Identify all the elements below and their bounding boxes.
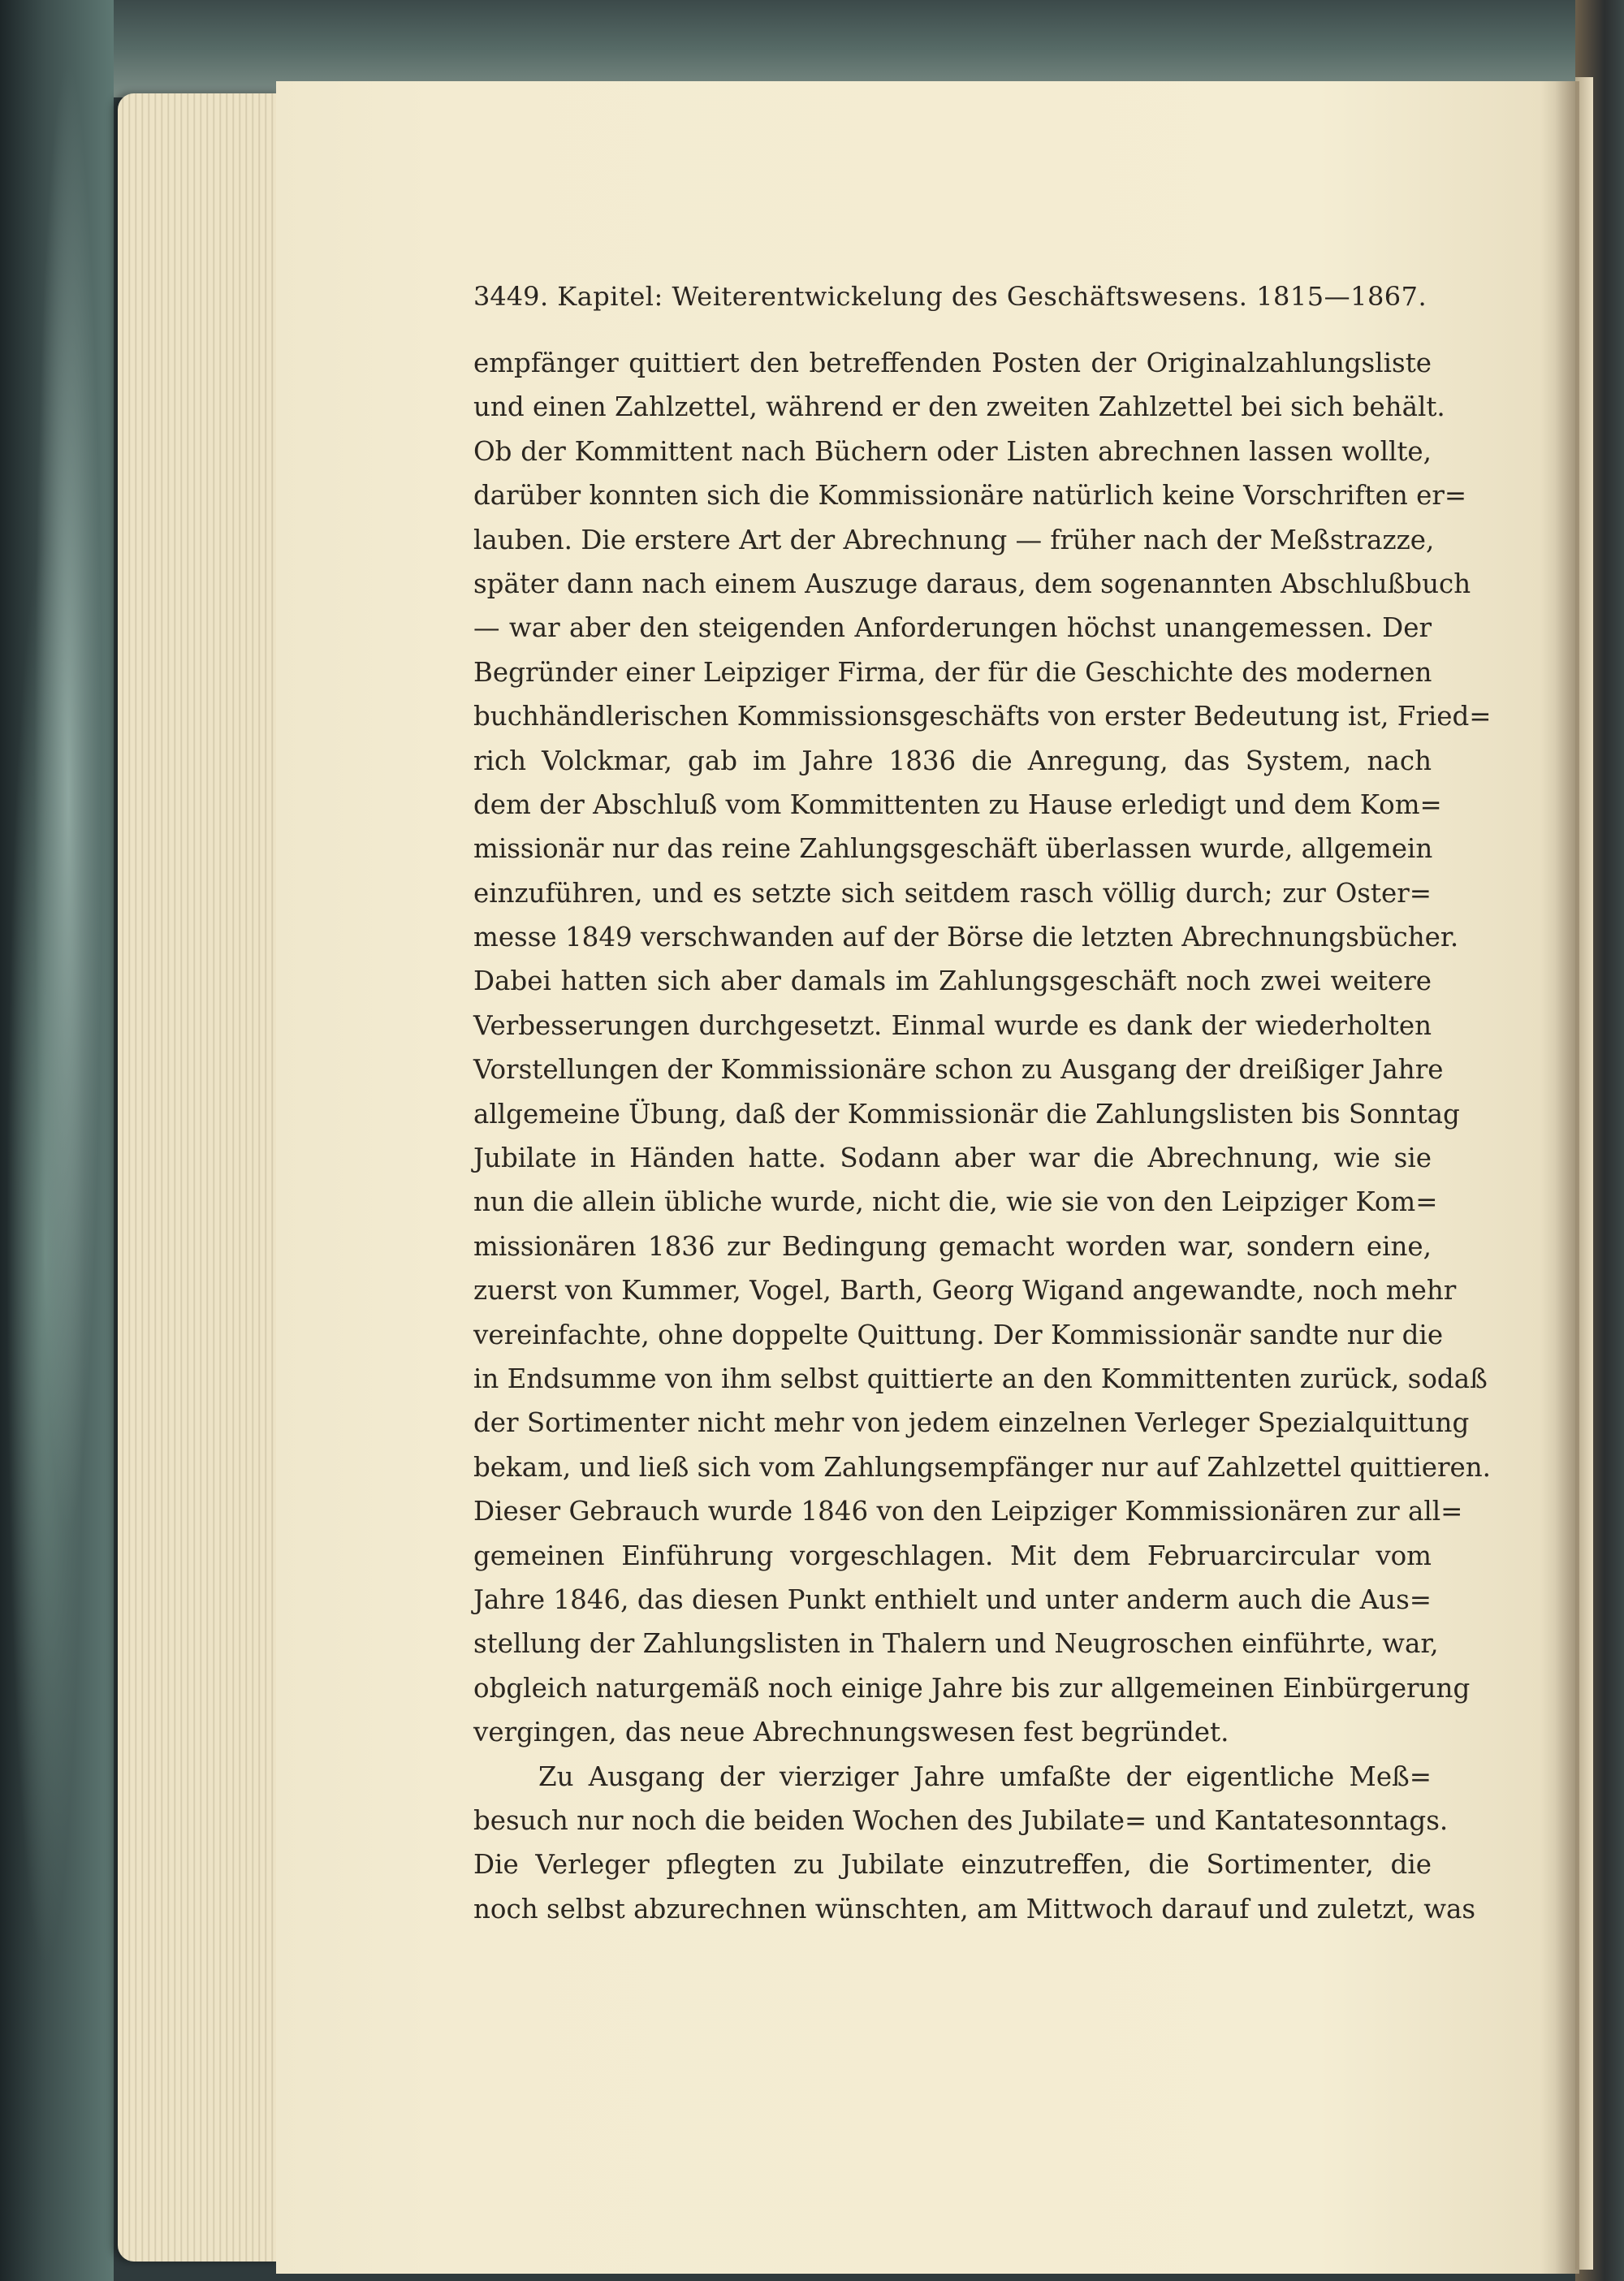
text-line: Vorstellungen der Kommissionäre schon zu Ausgang der dreißiger Jahre xyxy=(473,1054,1444,1086)
text-line: zuerst von Kummer, Vogel, Barth, Georg Wigand angewandte, noch mehr xyxy=(473,1275,1457,1307)
text-line: messe 1849 verschwanden auf der Börse die letzten Abrechnungsbücher. xyxy=(473,922,1459,953)
page-edges xyxy=(118,93,284,2262)
text-line: missionären 1836 zur Bedingung gemacht worden war, sondern eine, xyxy=(473,1230,1432,1262)
text-line: später dann nach einem Auszuge daraus, dem sogenannten Abschlußbuch xyxy=(473,568,1471,599)
text-line: stellung der Zahlungslisten in Thalern und Neugroschen einführte, war, xyxy=(473,1628,1439,1660)
running-title: 9. Kapitel: Weiterentwickelung des Geschäftswesens. 1815—1867. xyxy=(523,281,1427,312)
text-line: buchhändlerischen Kommissionsgeschäfts von erster Bedeutung ist, Fried= xyxy=(473,701,1492,732)
text-line: Ob der Kommittent nach Büchern oder Listen abrechnen lassen wollte, xyxy=(473,435,1432,467)
text-line: empfänger quittiert den betreffenden Posten der Originalzahlungsliste xyxy=(473,348,1432,378)
text-line: Jahre 1846, das diesen Punkt enthielt und unter anderm auch die Aus= xyxy=(473,1583,1432,1615)
text-line: allgemeine Übung, daß der Kommissionär die Zahlungslisten bis Sonntag xyxy=(473,1098,1460,1130)
text-line: einzuführen, und es setzte sich seitdem rasch völlig durch; zur Oster= xyxy=(473,877,1432,909)
text-line: lauben. Die erstere Art der Abrechnung — früher nach der Meßstrazze, xyxy=(473,524,1435,555)
text-line: in Endsumme von ihm selbst quittierte an den Kommittenten zurück, sodaß xyxy=(473,1363,1488,1394)
text-line: vergingen, das neue Abrechnungswesen fest begründet. xyxy=(473,1717,1229,1748)
text-line: missionär nur das reine Zahlungsgeschäft überlassen wurde, allgemein xyxy=(473,833,1433,865)
text-line: Verbesserungen durchgesetzt. Einmal wurde es dank der wiederholten xyxy=(473,1009,1432,1041)
text-line: bekam, und ließ sich vom Zahlungsempfänger nur auf Zahlzettel quittieren. xyxy=(473,1451,1492,1483)
text-line: Begründer einer Leipziger Firma, der für die Geschichte des modernen xyxy=(473,656,1432,688)
text-line: nun die allein übliche wurde, nicht die, wie sie von den Leipziger Kom= xyxy=(473,1186,1438,1218)
running-header xyxy=(473,281,1427,326)
body-text xyxy=(473,341,1492,1931)
text-line: Dabei hatten sich aber damals im Zahlungsgeschäft noch zwei weitere xyxy=(473,966,1432,997)
gutter-shadow xyxy=(1555,81,1579,2274)
text-line: vereinfachte, ohne doppelte Quittung. Der Kommissionär sandte nur die xyxy=(473,1319,1444,1350)
text-line: noch selbst abzurechnen wünschten, am Mittwoch darauf und zuletzt, was xyxy=(473,1893,1476,1925)
text-line: besuch nur noch die beiden Wochen des Jubilate= und Kantatesonntags. xyxy=(473,1804,1449,1836)
text-line: und einen Zahlzettel, während er den zweiten Zahlzettel bei sich behält. xyxy=(473,391,1445,423)
text-line: gemeinen Einführung vorgeschlagen. Mit dem Februarcircular vom xyxy=(473,1540,1432,1571)
text-line: rich Volckmar, gab im Jahre 1836 die Anregung, das System, nach xyxy=(473,745,1432,776)
book-cover-left xyxy=(0,0,114,2281)
text-line: — war aber den steigenden Anforderungen höchst unangemessen. Der xyxy=(473,612,1432,644)
page-number: 344 xyxy=(473,281,524,312)
text-line: Jubilate in Händen hatte. Sodann aber war die Abrechnung, wie sie xyxy=(473,1143,1432,1174)
text-line: obgleich naturgemäß noch einige Jahre bis zur allgemeinen Einbürgerung xyxy=(473,1672,1471,1704)
text-line: dem der Abschluß vom Kommittenten zu Hause erledigt und dem Kom= xyxy=(473,788,1442,820)
text-line: Die Verleger pflegten zu Jubilate einzutreffen, die Sortimenter, die xyxy=(473,1849,1432,1881)
text-line: Dieser Gebrauch wurde 1846 von den Leipziger Kommissionären zur all= xyxy=(473,1496,1463,1527)
text-line: darüber konnten sich die Kommissionäre natürlich keine Vorschriften er= xyxy=(473,480,1467,512)
text-line: der Sortimenter nicht mehr von jedem einzelnen Verleger Spezialquittung xyxy=(473,1407,1470,1439)
text-line: Zu Ausgang der vierziger Jahre umfaßte der eigentliche Meß= xyxy=(538,1760,1432,1792)
